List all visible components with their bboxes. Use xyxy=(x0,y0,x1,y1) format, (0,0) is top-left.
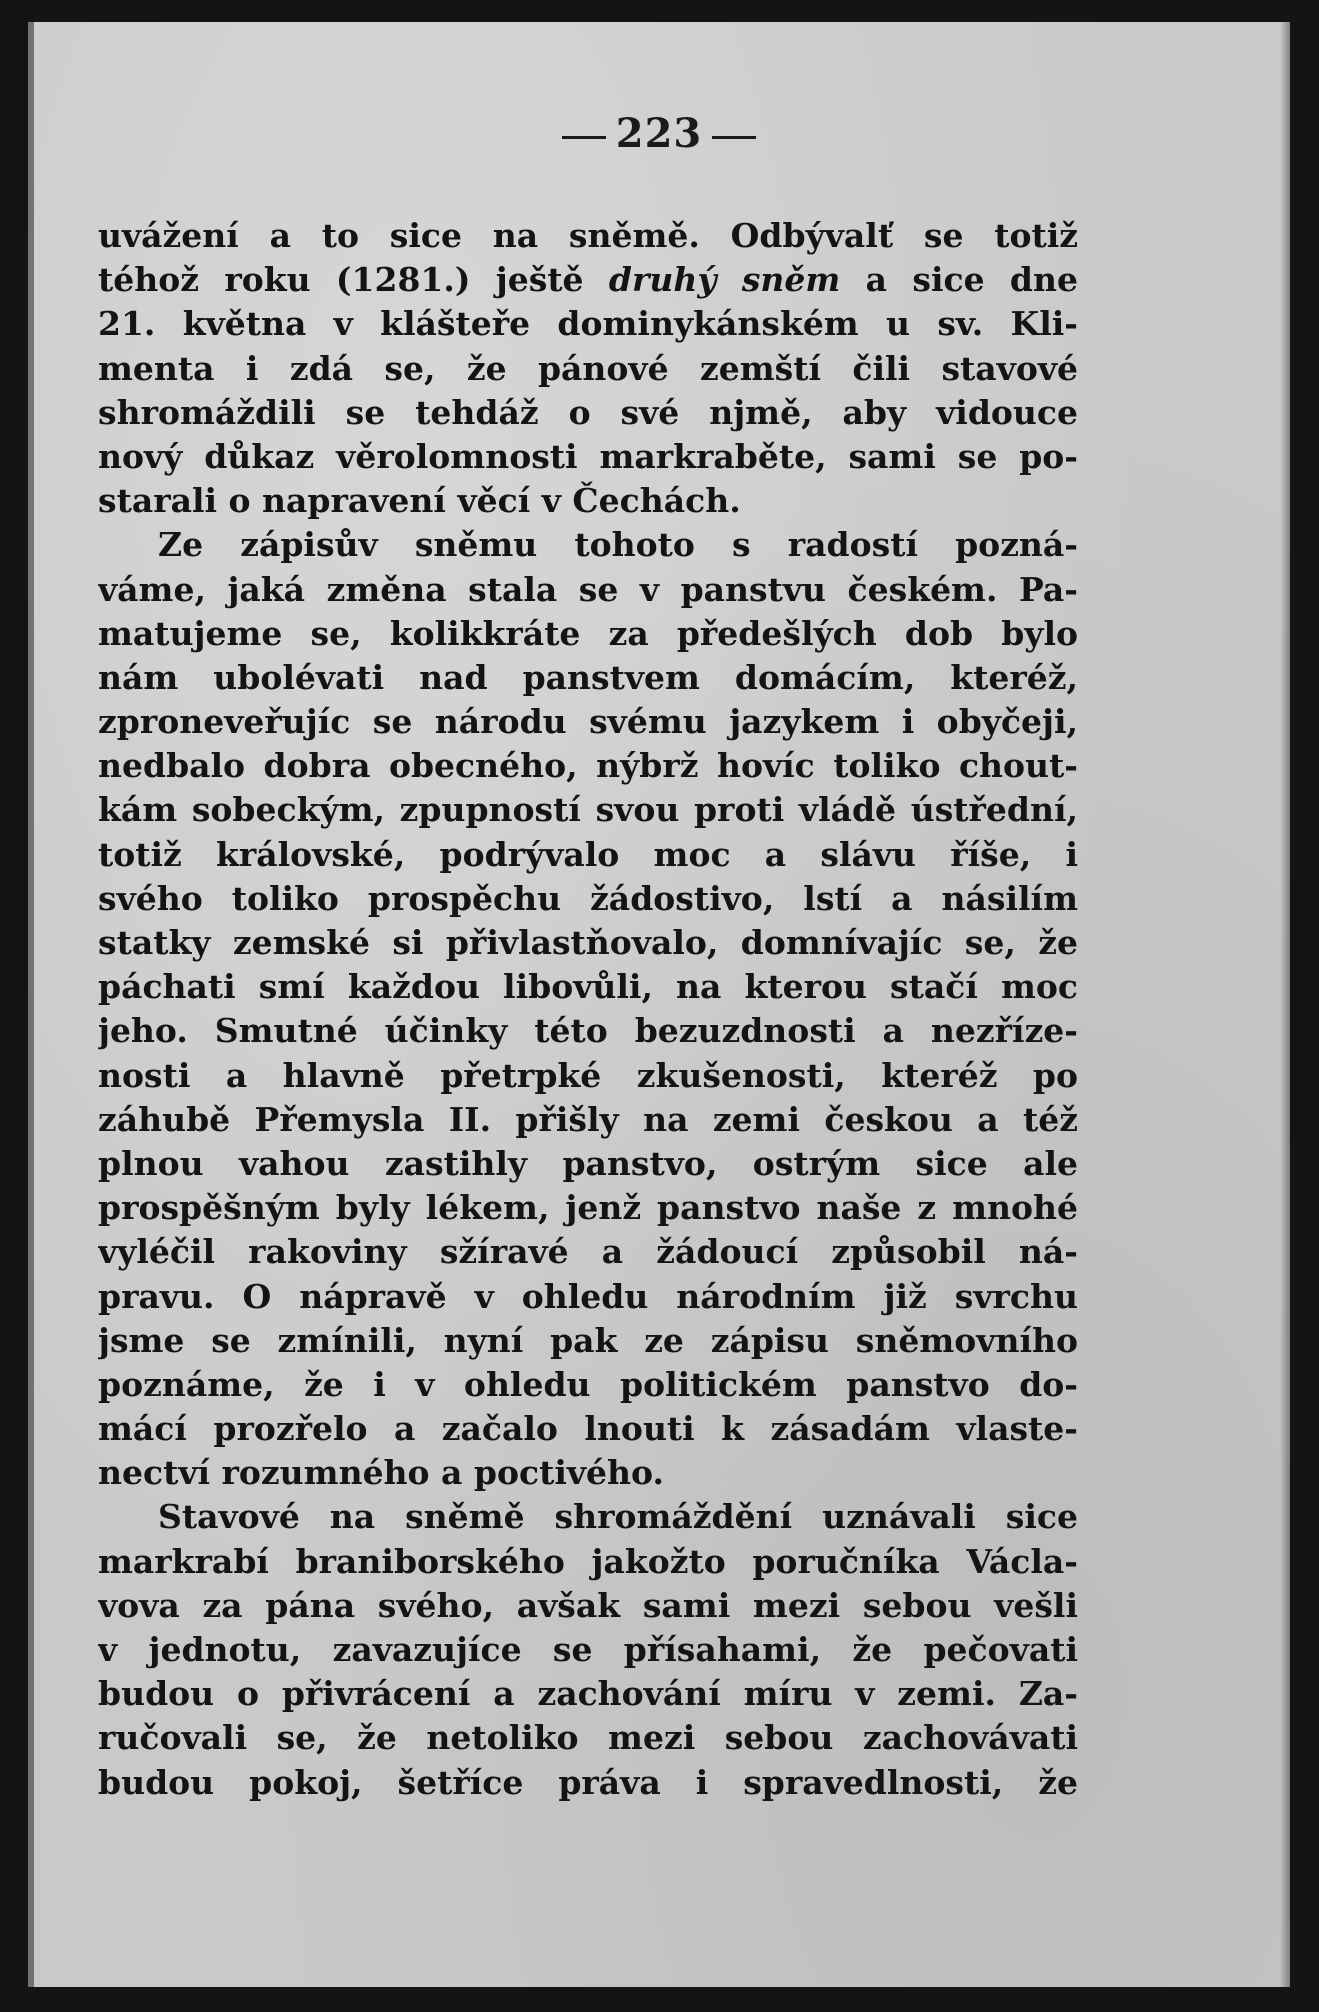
italic-phrase: druhý sněm xyxy=(608,260,841,300)
page-edge-left xyxy=(28,22,34,1987)
text-line: nový důkaz věrolomnosti markraběte, sami se po- xyxy=(98,436,1078,476)
text-line: jsme se zmínili, nyní pak ze zápisu sněmovního xyxy=(98,1320,1078,1360)
text-line: vyléčil rakoviny sžíravé a žádoucí způsobil ná- xyxy=(98,1232,1078,1272)
text-line: Ze zápisův sněmu tohoto s radostí pozná- xyxy=(158,525,1078,565)
book-page xyxy=(28,22,1290,1987)
text-line: nosti a hlavně přetrpké zkušenosti, kteréž po xyxy=(98,1055,1078,1095)
text-line: váme, jaká změna stala se v panstvu českém. Pa- xyxy=(98,569,1078,609)
text-segment: a sice dne xyxy=(840,260,1078,300)
text-line: budou o přivrácení a zachování míru v zemi. Za- xyxy=(98,1674,1078,1714)
text-line: prospěšným byly lékem, jenž panstvo naše z mnohé xyxy=(98,1188,1078,1228)
text-line: shromáždili se tehdáž o své njmě, aby vidouce xyxy=(98,392,1078,432)
text-line: poznáme, že i v ohledu politickém panstvo do- xyxy=(98,1364,1078,1404)
text-line: plnou vahou zastihly panstvo, ostrým sice ale xyxy=(98,1143,1078,1183)
text-line: vova za pána svého, avšak sami mezi sebou vešli xyxy=(98,1585,1078,1625)
text-line: nám ubolévati nad panstvem domácím, kteréž, xyxy=(98,657,1078,697)
header-dash-left xyxy=(562,136,606,139)
text-segment: téhož roku (1281.) ještě xyxy=(98,260,609,300)
header-dash-right xyxy=(712,136,756,139)
text-line: matujeme se, kolikkráte za předešlých dob bylo xyxy=(98,613,1078,653)
text-line: uvážení a to sice na sněmě. Odbývalť se totiž xyxy=(98,216,1078,255)
text-line: 21. května v klášteře dominykánském u sv. Kli- xyxy=(98,304,1078,344)
text-line: menta i zdá se, že pánové zemští čili stavové xyxy=(98,348,1078,388)
text-line xyxy=(98,258,1078,302)
text-line: mácí prozřelo a začalo lnouti k zásadám vlaste- xyxy=(98,1409,1078,1449)
text-line: v jednotu, zavazujíce se přísahami, že pečovati xyxy=(98,1630,1078,1669)
text-line: ručovali se, že netoliko mezi sebou zachovávati xyxy=(98,1718,1078,1758)
text-line: totiž královské, podrývalo moc a slávu říše, i xyxy=(98,834,1078,874)
page-number-header xyxy=(28,110,1290,157)
text-line: pravu. O nápravě v ohledu národním již svrchu xyxy=(98,1276,1078,1316)
text-line: svého toliko prospěchu žádostivo, lstí a násilím xyxy=(98,878,1078,918)
text-line: statky zemské si přivlastňovalo, domnívajíc se, že xyxy=(98,923,1078,962)
page-number: 223 xyxy=(615,110,703,157)
body-text xyxy=(98,214,1078,1805)
text-line: jeho. Smutné účinky této bezuzdnosti a nezřízе- xyxy=(98,1011,1078,1051)
text-line: Stavové na sněmě shromáždění uznávali sice xyxy=(158,1497,1078,1537)
text-line: kám sobeckým, zpupností svou proti vládě ústřední, xyxy=(98,790,1078,830)
text-line: budou pokoj, šetříce práva i spravedlnosti, že xyxy=(98,1762,1078,1802)
text-line: starali o napravení věcí v Čechách. xyxy=(98,481,741,521)
text-line: zproneveřujíc se národu svému jazykem i obyčeji, xyxy=(98,702,1078,742)
text-line: markrabí braniborského jakožto poručníka Václa- xyxy=(98,1541,1078,1581)
text-line: záhubě Přemysla II. přišly na zemi českou a též xyxy=(98,1099,1078,1139)
text-line: páchati smí každou libovůli, na kterou stačí moc xyxy=(98,967,1078,1007)
text-line: nectví rozumného a poctivého. xyxy=(98,1453,664,1493)
page-edge-right xyxy=(1280,22,1290,1987)
text-line: nedbalo dobra obecného, nýbrž hovíc toliko chout- xyxy=(98,746,1078,786)
